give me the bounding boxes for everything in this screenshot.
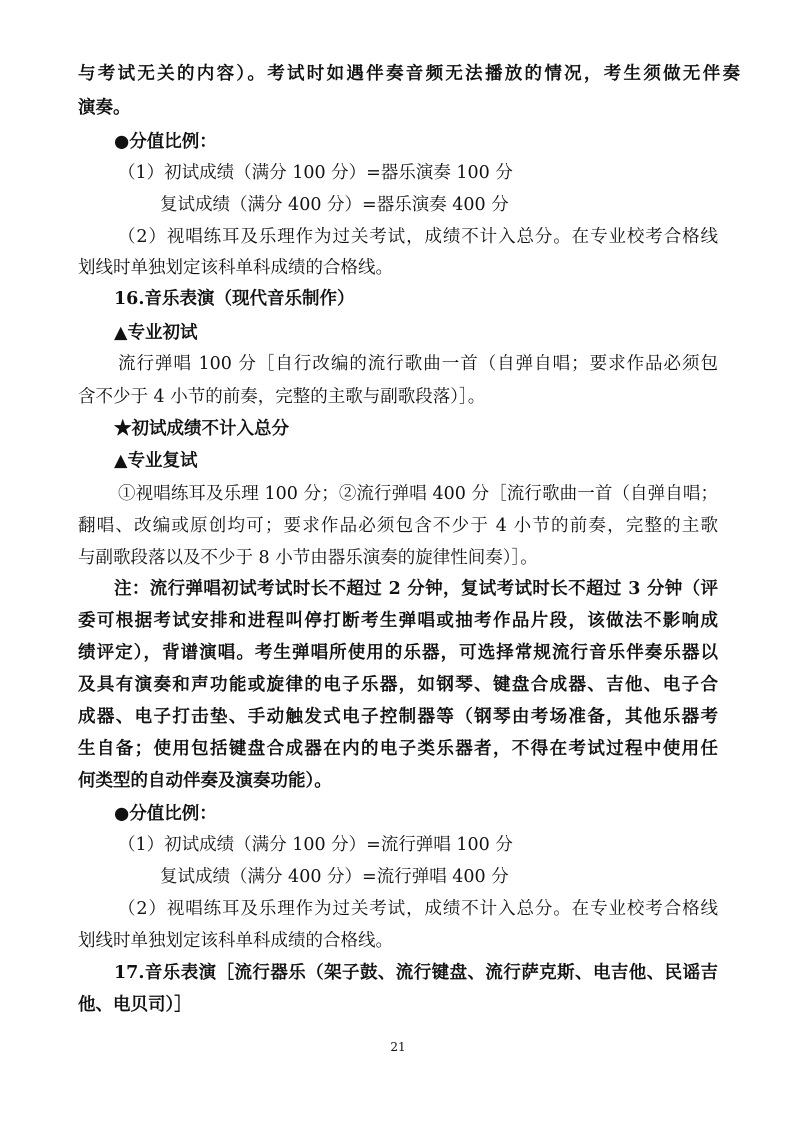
text-line: ●分值比例： [114, 804, 217, 824]
text-line: 复试成绩（满分 400 分）=流行弹唱 400 分 [160, 867, 509, 887]
text-line: 含不少于 4 小节的前奏，完整的主歌与副歌段落）］。 [78, 387, 486, 407]
text-line: 注：流行弹唱初试考试时长不超过 2 分钟，复试考试时长不超过 3 分钟（评 [114, 579, 718, 599]
text-line: 成器、电子打击垫、手动触发式电子控制器等（钢琴由考场准备，其他乐器考 [78, 707, 718, 727]
text-line: （2）视唱练耳及乐理作为过关考试，成绩不计入总分。在专业校考合格线 [118, 899, 718, 919]
text-line: 演奏。 [78, 98, 131, 118]
text-line: 复试成绩（满分 400 分）=器乐演奏 400 分 [160, 195, 509, 215]
text-line: 他、电贝司）］ [78, 995, 192, 1015]
text-line: ▲专业初试 [114, 323, 198, 343]
text-line: 与副歌段落以及不少于 8 小节由器乐演奏的旋律性间奏）］。 [78, 548, 538, 568]
text-line: 划线时单独划定该科单科成绩的合格线。 [78, 931, 393, 951]
text-line: 16.音乐表演（现代音乐制作） [114, 289, 355, 309]
text-line: 及具有演奏和声功能或旋律的电子乐器，如钢琴、键盘合成器、吉他、电子合 [78, 675, 718, 695]
text-line: ▲专业复试 [114, 451, 198, 471]
text-line: （1）初试成绩（满分 100 分）=器乐演奏 100 分 [118, 163, 513, 183]
text-line: 17.音乐表演［流行器乐（架子鼓、流行键盘、流行萨克斯、电吉他、民谣吉 [114, 963, 718, 983]
text-line: （1）初试成绩（满分 100 分）=流行弹唱 100 分 [118, 835, 513, 855]
text-line: 生自备；使用包括键盘合成器在内的电子类乐器者，不得在考试过程中使用任 [78, 739, 718, 759]
text-line: 绩评定），背谱演唱。考生弹唱所使用的乐器，可选择常规流行音乐伴奏乐器以 [78, 643, 718, 663]
text-line: 划线时单独划定该科单科成绩的合格线。 [78, 258, 393, 278]
text-line: ●分值比例： [114, 132, 217, 152]
text-line: 与考试无关的内容）。考试时如遇伴奏音频无法播放的情况，考生须做无伴奏 [78, 64, 740, 84]
page-number: 21 [390, 1040, 406, 1054]
text-line: 翻唱、改编或原创均可；要求作品必须包含不少于 4 小节的前奏，完整的主歌 [78, 516, 718, 536]
text-line: 何类型的自动伴奏及演奏功能）。 [78, 771, 332, 791]
text-line: （2）视唱练耳及乐理作为过关考试，成绩不计入总分。在专业校考合格线 [118, 227, 718, 247]
text-line: ①视唱练耳及乐理 100 分；②流行弹唱 400 分［流行歌曲一首（自弹自唱； [118, 484, 718, 504]
text-line: 流行弹唱 100 分［自行改编的流行歌曲一首（自弹自唱；要求作品必须包 [118, 354, 718, 374]
text-line: 委可根据考试安排和进程叫停打断考生弹唱或抽考作品片段，该做法不影响成 [78, 611, 718, 631]
text-line: ★初试成绩不计入总分 [114, 419, 289, 439]
